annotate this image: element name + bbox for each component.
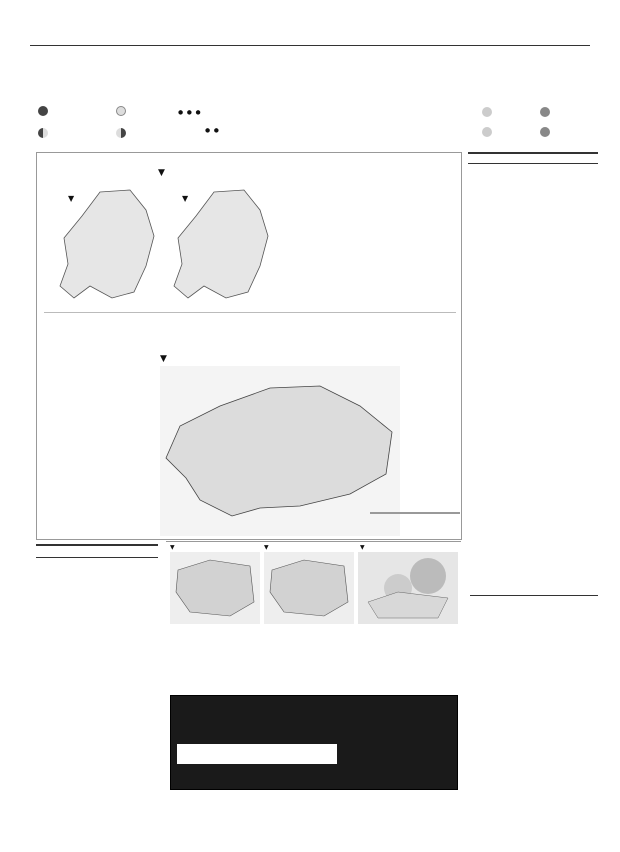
europa-map (358, 552, 458, 624)
bullet-dot: ● (178, 110, 184, 116)
triangle-icon: ▼ (182, 194, 189, 203)
triangle-icon: ▼ (170, 544, 175, 551)
triangle-icon: ▼ (360, 544, 365, 551)
sun-icon (482, 127, 492, 137)
legend-strip (44, 312, 456, 346)
bullet-dot: ● (195, 110, 201, 116)
europa-label (360, 544, 365, 551)
bullet-dot: ● (186, 110, 192, 116)
triangle-icon: ▼ (158, 168, 165, 178)
temperaturas-header (468, 152, 598, 164)
new-moon-icon (38, 106, 48, 116)
bullets-row-1 (178, 110, 201, 116)
waning-moon-icon (116, 128, 126, 138)
andalucia-title (160, 354, 167, 364)
tal-dia-header (36, 544, 158, 558)
bullets-row-2 (205, 128, 219, 134)
lunes-map (170, 552, 260, 624)
martes-label (264, 544, 269, 551)
sevilla-hoy-labels (42, 186, 172, 306)
uv-table (370, 512, 460, 514)
triangle-icon: ▼ (160, 354, 167, 364)
lunes-label (170, 544, 175, 551)
iberia-ad[interactable] (170, 695, 458, 790)
embalses-chart (336, 636, 460, 684)
bullet-dot: ● (205, 128, 211, 134)
page-header (30, 34, 590, 46)
bullet-dot: ● (213, 128, 219, 134)
martes-map (264, 552, 354, 624)
triangle-icon: ▼ (68, 194, 75, 203)
sun-icon (482, 107, 492, 117)
triangle-icon: ▼ (264, 544, 269, 551)
sevilla-manana-labels (156, 186, 286, 306)
andalucia-cities (160, 366, 400, 536)
ad-phone-box (177, 744, 337, 764)
moon-icon (540, 107, 550, 117)
extranjero-header (470, 585, 598, 596)
sevilla-title (158, 168, 165, 178)
waxing-moon-icon (38, 128, 48, 138)
full-moon-icon (116, 106, 126, 116)
moon-icon (540, 127, 550, 137)
